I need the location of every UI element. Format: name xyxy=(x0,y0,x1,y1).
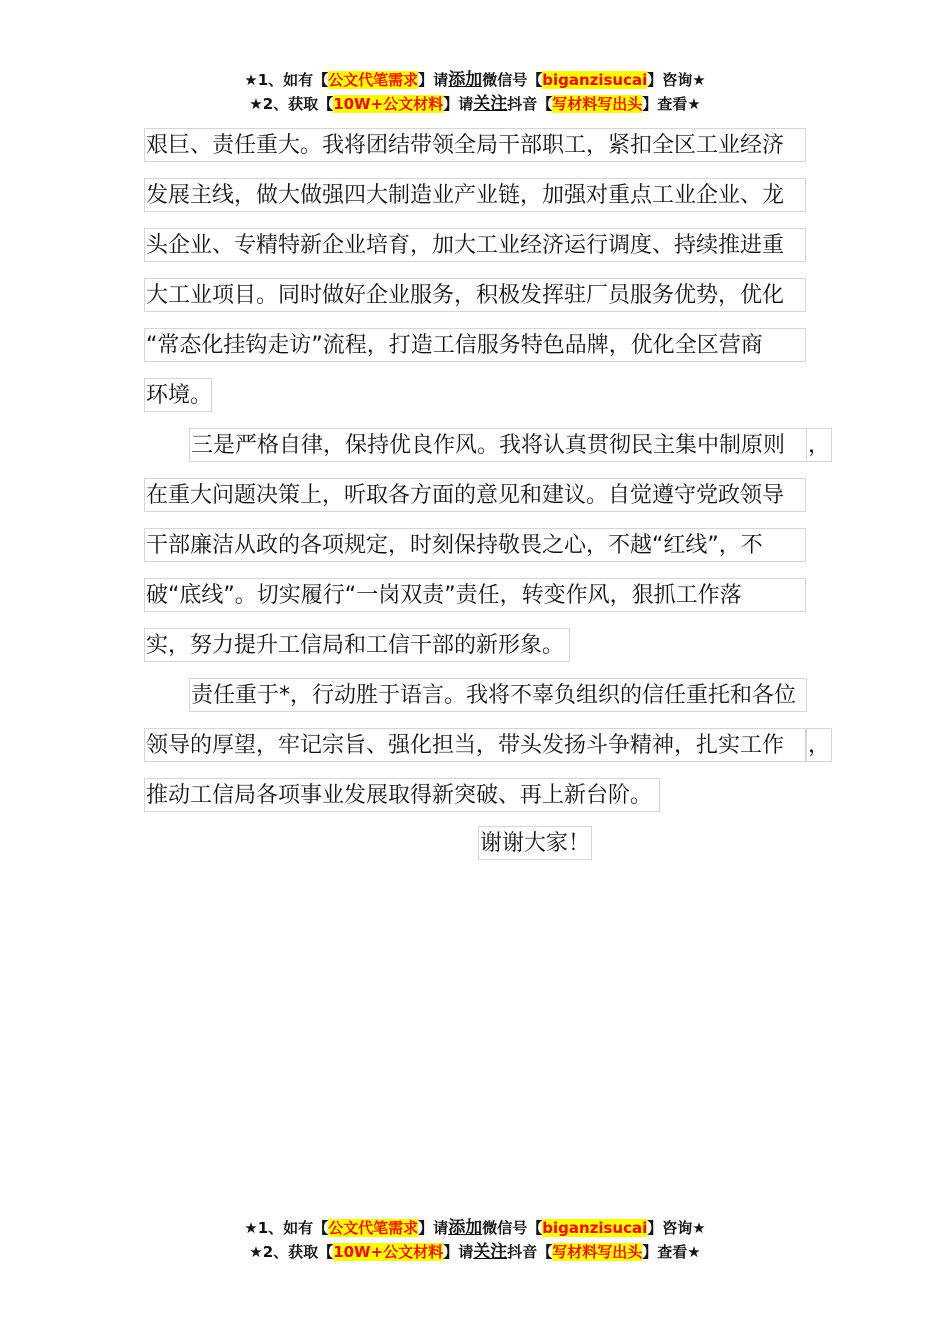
top-banner xyxy=(0,68,950,116)
banner-highlight: biganzisucai xyxy=(542,71,648,89)
banner-text: 微信号【 xyxy=(482,71,543,89)
banner-text: 】请 xyxy=(418,1219,449,1237)
text-line: 破“底线”。切实履行“一岗双责”责任，转变作风，狠抓工作落 xyxy=(144,578,806,612)
banner-highlight: 10W+公文材料 xyxy=(333,95,444,113)
banner-text: 】请 xyxy=(443,95,474,113)
banner-text: 】咨询★ xyxy=(647,1219,706,1237)
banner-line-1 xyxy=(0,1216,950,1240)
text-line: 责任重于*，行动胜于语言。我将不辜负组织的信任重托和各位 xyxy=(189,678,807,712)
banner-text: ★2、获取【 xyxy=(249,95,334,113)
banner-text: 抖音【 xyxy=(507,95,553,113)
banner-text: 微信号【 xyxy=(482,1219,543,1237)
text-line: 头企业、专精特新企业培育，加大工业经济运行调度、持续推进重 xyxy=(144,228,806,262)
banner-text: 】请 xyxy=(418,71,449,89)
closing-thanks: 谢谢大家！ xyxy=(478,826,592,860)
banner-text: ★1、如有【 xyxy=(244,1219,329,1237)
trailing-comma: ， xyxy=(806,728,832,762)
text-line: 艰巨、责任重大。我将团结带领全局干部职工，紧扣全区工业经济 xyxy=(144,128,806,162)
trailing-comma: ， xyxy=(806,428,832,462)
banner-text: ★2、获取【 xyxy=(249,1243,334,1261)
banner-highlight: 写材料写出头 xyxy=(552,1243,643,1261)
banner-text: 】查看★ xyxy=(642,95,701,113)
banner-text: ★1、如有【 xyxy=(244,71,329,89)
banner-highlight: 写材料写出头 xyxy=(552,95,643,113)
text-line: 干部廉洁从政的各项规定，时刻保持敬畏之心，不越“红线”，不 xyxy=(144,528,806,562)
banner-highlight: 公文代笔需求 xyxy=(328,1219,419,1237)
text-line: 实，努力提升工信局和工信干部的新形象。 xyxy=(144,628,570,662)
text-line: “常态化挂钩走访”流程，打造工信服务特色品牌，优化全区营商 xyxy=(144,328,806,362)
text-line: 在重大问题决策上，听取各方面的意见和建议。自觉遵守党政领导 xyxy=(144,478,806,512)
banner-emphasis: 关注 xyxy=(473,1242,508,1262)
banner-highlight: 10W+公文材料 xyxy=(333,1243,444,1261)
banner-line-1 xyxy=(0,68,950,92)
banner-text: 】请 xyxy=(443,1243,474,1261)
banner-line-2 xyxy=(0,92,950,116)
banner-emphasis: 添加 xyxy=(448,70,483,90)
banner-emphasis: 关注 xyxy=(473,94,508,114)
bottom-banner xyxy=(0,1216,950,1264)
text-line: 三是严格自律，保持优良作风。我将认真贯彻民主集中制原则 xyxy=(189,428,807,462)
banner-text: 】咨询★ xyxy=(647,71,706,89)
text-line: 大工业项目。同时做好企业服务，积极发挥驻厂员服务优势，优化 xyxy=(144,278,806,312)
text-line: 发展主线，做大做强四大制造业产业链，加强对重点工业企业、龙 xyxy=(144,178,806,212)
banner-text: 抖音【 xyxy=(507,1243,553,1261)
banner-emphasis: 添加 xyxy=(448,1218,483,1238)
text-line: 领导的厚望，牢记宗旨、强化担当，带头发扬斗争精神，扎实工作 xyxy=(144,728,806,762)
banner-highlight: biganzisucai xyxy=(542,1219,648,1237)
text-line: 环境。 xyxy=(144,378,212,412)
banner-text: 】查看★ xyxy=(642,1243,701,1261)
text-line: 推动工信局各项事业发展取得新突破、再上新台阶。 xyxy=(144,778,660,812)
banner-highlight: 公文代笔需求 xyxy=(328,71,419,89)
banner-line-2 xyxy=(0,1240,950,1264)
